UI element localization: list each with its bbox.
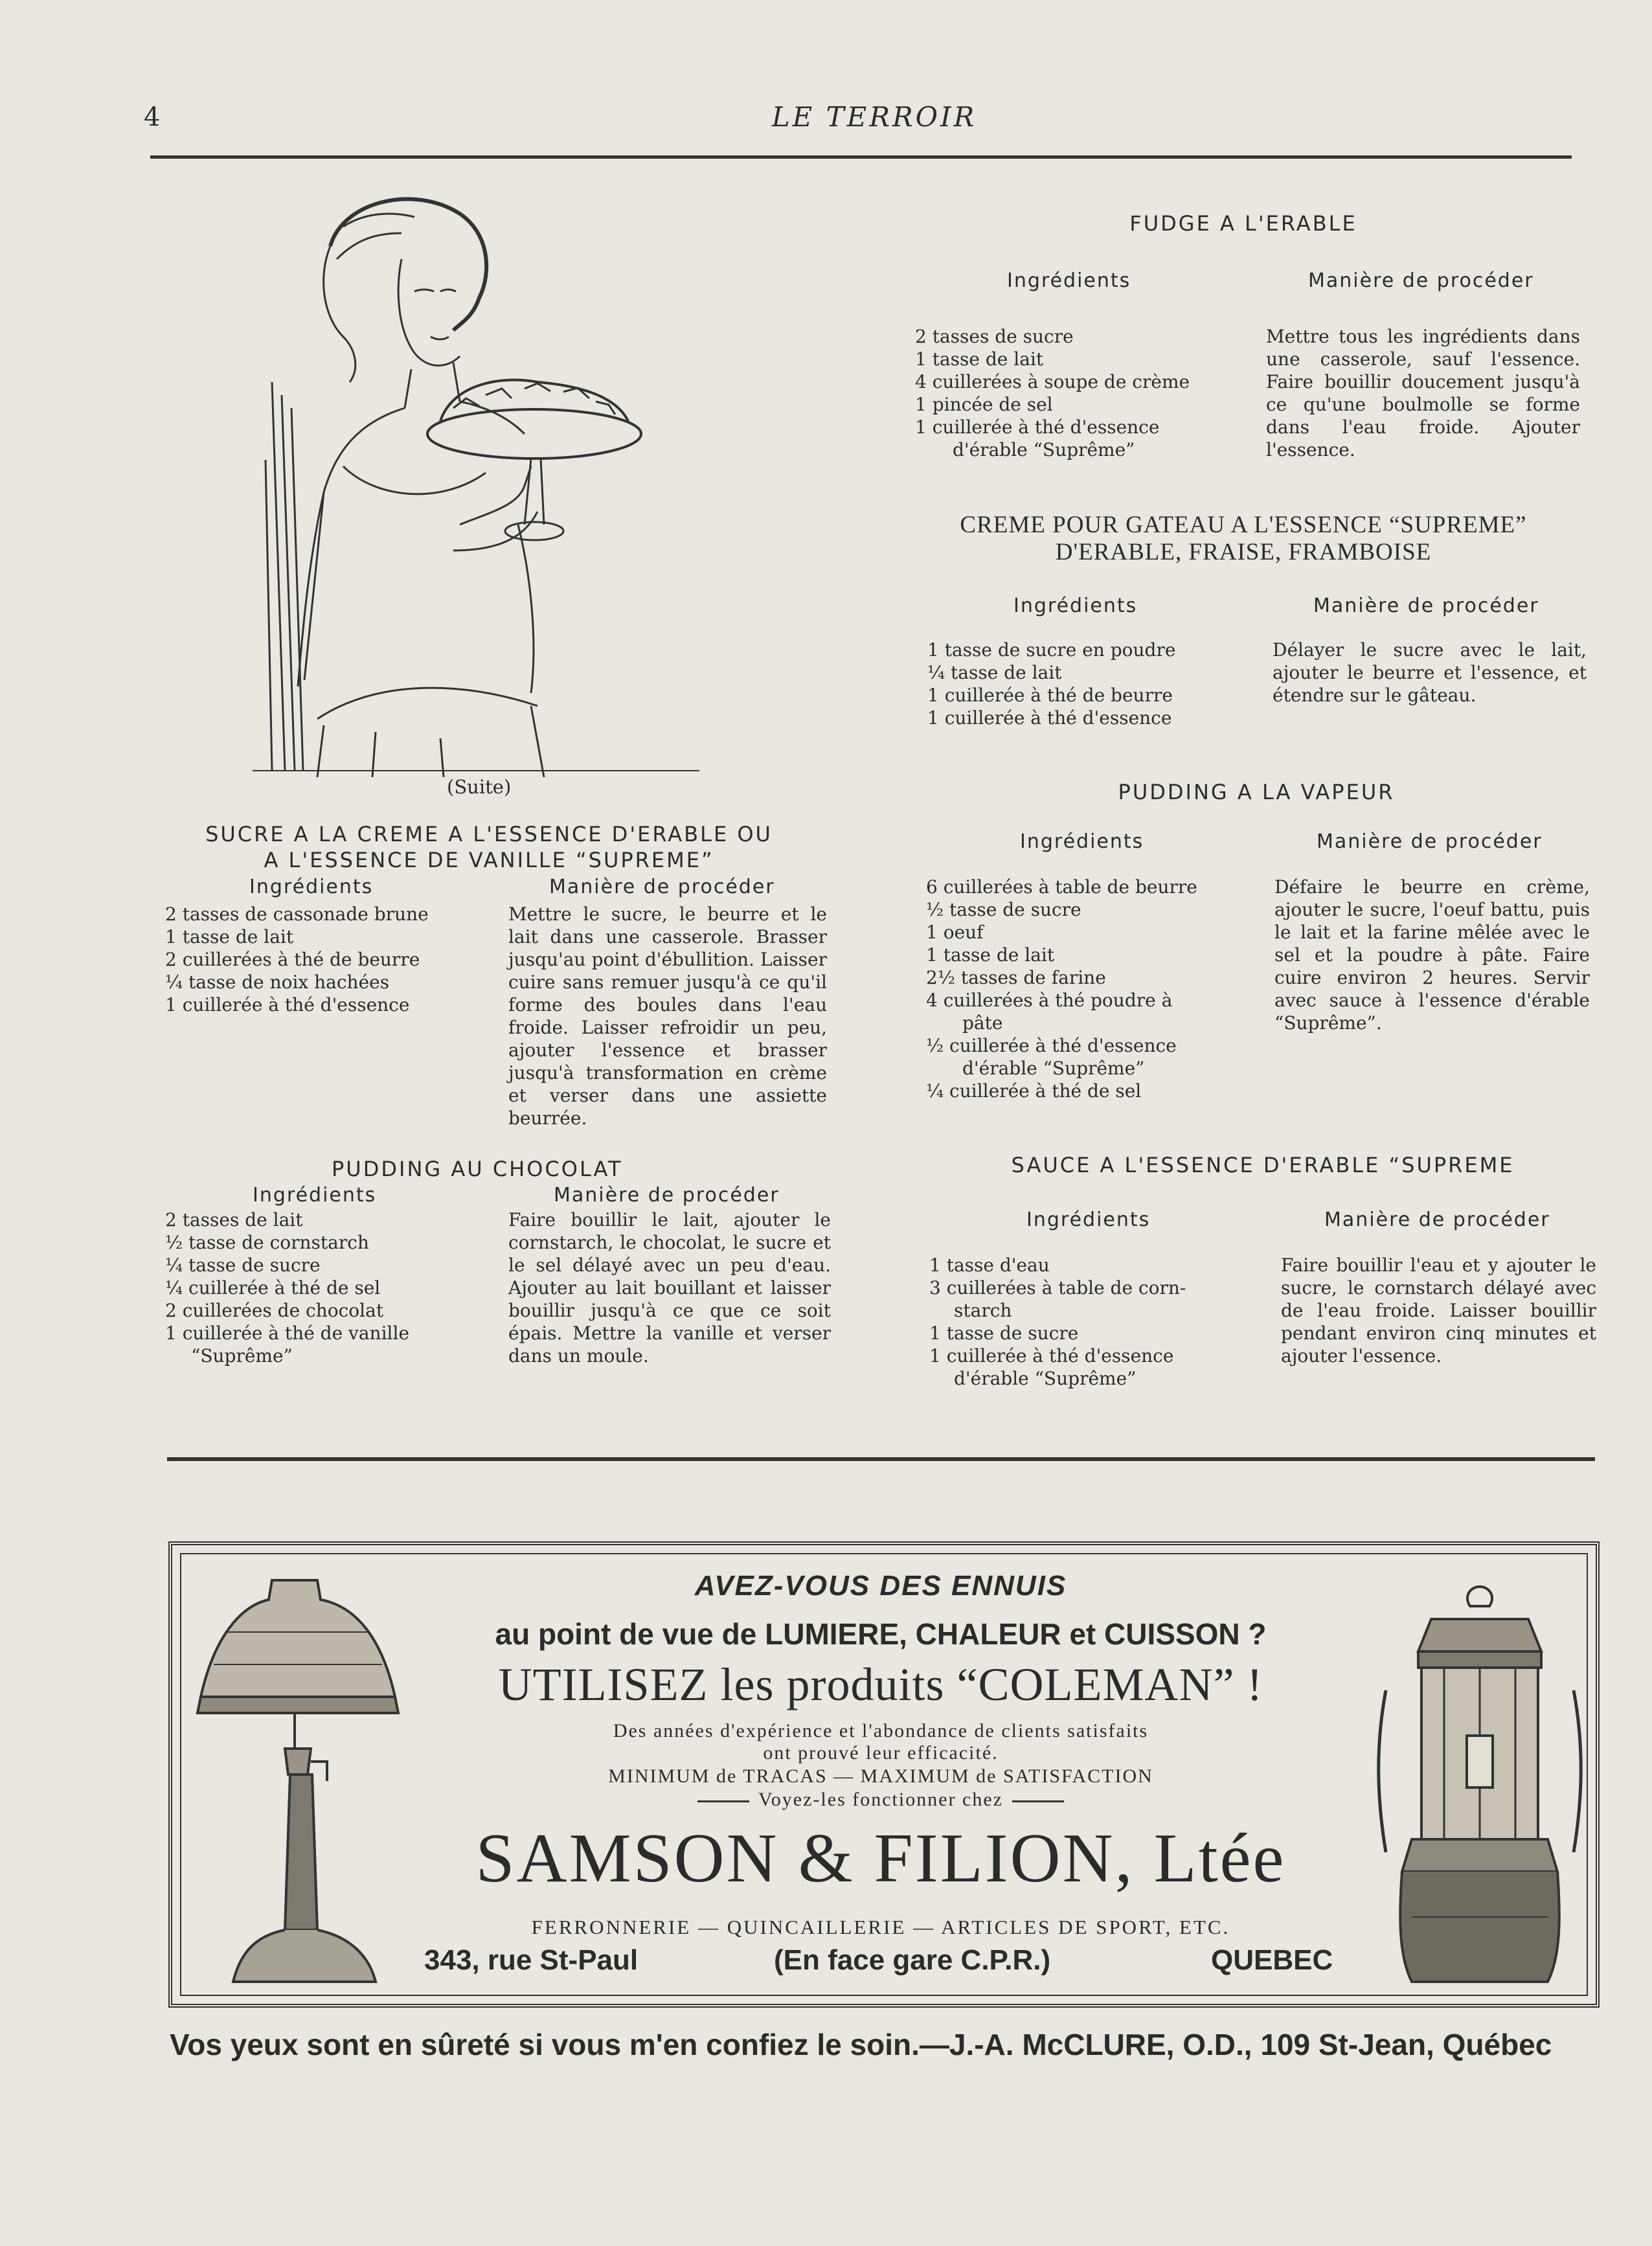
- woman-illustration: [246, 188, 719, 777]
- sauce-ingredient: 1 cuillerée à thé d'essence: [929, 1345, 1174, 1367]
- ad-company-name: SAMSON & FILION, Ltée: [475, 1820, 1286, 1897]
- sauce-ingredient: 1 tasse d'eau: [929, 1254, 1050, 1276]
- fudge-ingredient: d'érable “Suprême”: [953, 439, 1135, 460]
- sauce-ingredient: starch: [954, 1300, 1012, 1321]
- creme-title-line2: D'ERABLE, FRAISE, FRAMBOISE: [1055, 539, 1432, 565]
- creme-method: Délayer le sucre avec le lait, ajouter le beurre et l'essence, et étendre sur le gâteau.: [1273, 639, 1587, 706]
- vapeur-ingredient: 2½ tasses de farine: [926, 967, 1106, 988]
- vapeur-method: Défaire le beurre en crème, ajouter le sucre, l'oeuf battu, puis le lait et la farine mêlée avec le sel et la poudre à pâte. Faire cuire environ 2 heures. Servir avec sauce à l'essence d'érable “Suprême”.: [1274, 876, 1590, 1034]
- vapeur-title: PUDDING A LA VAPEUR: [1118, 780, 1395, 804]
- vapeur-ingredient: ½ cuillerée à thé d'essence: [926, 1035, 1177, 1056]
- sucre-ingredient: 2 tasses de cassonade brune: [165, 903, 429, 925]
- chocolat-ingredient: 2 tasses de lait: [165, 1209, 303, 1231]
- running-title: LE TERROIR: [771, 101, 977, 133]
- ad-text-experience: Des années d'expérience et l'abondance de clients satisfaits: [613, 1720, 1149, 1741]
- fudge-ingredient: 2 tasses de sucre: [915, 326, 1074, 347]
- chocolat-ingredients-heading: Ingrédients: [253, 1184, 377, 1207]
- sauce-ingredients-heading: Ingrédients: [1026, 1208, 1151, 1231]
- creme-ingredient: ¼ tasse de lait: [927, 662, 1062, 683]
- fudge-method-heading: Manière de procéder: [1308, 269, 1534, 292]
- sucre-ingredient: 1 cuillerée à thé d'essence: [165, 994, 410, 1015]
- ad-address: 343, rue St-Paul: [424, 1944, 639, 1976]
- vapeur-ingredients: [926, 876, 1250, 1102]
- sauce-method: Faire bouillir l'eau et y ajouter le sucre, le cornstarch délayé avec de l'eau froide. Laisser bouillir pendant environ cinq minutes et ajouter l'essence.: [1281, 1254, 1596, 1367]
- sucre-ingredient: ¼ tasse de noix hachées: [165, 971, 390, 993]
- lantern-icon: [1373, 1580, 1587, 1995]
- lamp-illustration: [188, 1567, 421, 1988]
- vapeur-ingredient: ½ tasse de sucre: [926, 899, 1081, 920]
- suite-label: (Suite): [447, 776, 512, 798]
- woman-serving-fudge-illustration-icon: [246, 188, 719, 777]
- fudge-method: Mettre tous les ingrédients dans une casserole, sauf l'essence. Faire bouillir doucement jusqu'à ce qu'une boulmolle se forme dans l'eau froide. Ajouter l'essence.: [1266, 326, 1580, 460]
- creme-ingredient: 1 tasse de sucre en poudre: [927, 639, 1176, 661]
- creme-method-heading: Manière de procéder: [1313, 595, 1539, 617]
- sucre-method: Mettre le sucre, le beurre et le lait dans une casserole. Brasser jusqu'au point d'ébullition. Laisser cuire sans remuer jusqu'à ce qu'il forme des boules dans l'eau froide. Laisser refroidir un peu, ajouter l'essence et brasser jusqu'à transformation en crème et verser dans une assiette beurrée.: [508, 903, 827, 1129]
- ad-headline: AVEZ-VOUS DES ENNUIS: [694, 1570, 1067, 1602]
- ad-text-voyez: [414, 1789, 1347, 1811]
- lantern-illustration: [1373, 1580, 1587, 1995]
- sauce-ingredients: [929, 1254, 1253, 1390]
- ad-text-tracas: MINIMUM de TRACAS — MAXIMUM de SATISFACTION: [608, 1765, 1153, 1787]
- fudge-ingredients: [915, 325, 1239, 461]
- sucre-title-line2: A L'ESSENCE DE VANILLE “SUPREME”: [264, 848, 714, 872]
- ad-city: QUEBEC: [1211, 1944, 1333, 1976]
- vapeur-ingredient: d'érable “Suprême”: [962, 1058, 1145, 1079]
- vapeur-ingredient: 6 cuillerées à table de beurre: [926, 876, 1197, 898]
- sauce-method-heading: Manière de procéder: [1324, 1208, 1550, 1231]
- creme-ingredients: [927, 639, 1238, 729]
- sucre-title-line1: SUCRE A LA CREME A L'ESSENCE D'ERABLE OU: [205, 822, 773, 846]
- page-number: 4: [144, 102, 161, 132]
- chocolat-ingredient: “Suprême”: [191, 1345, 293, 1367]
- sucre-ingredient: 1 tasse de lait: [165, 926, 294, 947]
- sucre-title: [155, 821, 822, 873]
- fudge-ingredient: 1 cuillerée à thé d'essence: [915, 416, 1160, 438]
- fudge-ingredients-heading: Ingrédients: [1007, 269, 1131, 292]
- chocolat-method: Faire bouillir le lait, ajouter le cornstarch, le chocolat, le sucre et le sel délayé avec un peu d'eau. Ajouter au lait bouillant et laisser bouillir jusqu'à ce que ce soit épais. Mettre la vanille et verser dans un moule.: [508, 1209, 831, 1367]
- sucre-ingredients: [165, 903, 489, 1016]
- fudge-title: FUDGE A L'ERABLE: [1129, 211, 1357, 236]
- chocolat-method-heading: Manière de procéder: [554, 1184, 780, 1207]
- chocolat-title: PUDDING AU CHOCOLAT: [332, 1157, 623, 1181]
- sucre-method-heading: Manière de procéder: [549, 876, 775, 898]
- sucre-ingredients-heading: Ingrédients: [249, 876, 374, 898]
- chocolat-ingredient: 1 cuillerée à thé de vanille: [165, 1322, 410, 1344]
- ad-trades: FERRONNERIE — QUINCAILLERIE — ARTICLES DE SPORT, ETC.: [531, 1916, 1230, 1938]
- chocolat-ingredient: ¼ tasse de sucre: [165, 1254, 321, 1276]
- vapeur-ingredients-heading: Ingrédients: [1020, 830, 1144, 853]
- fudge-ingredient: 1 pincée de sel: [915, 394, 1053, 415]
- chocolat-ingredient: ½ tasse de cornstarch: [165, 1232, 369, 1253]
- sauce-ingredient: 1 tasse de sucre: [929, 1322, 1079, 1344]
- vapeur-ingredient: 1 oeuf: [926, 922, 984, 943]
- vapeur-ingredient: ¼ cuillerée à thé de sel: [926, 1080, 1142, 1102]
- fudge-ingredient: 1 tasse de lait: [915, 348, 1044, 370]
- section-rule: [167, 1457, 1595, 1461]
- table-lamp-icon: [188, 1567, 421, 1988]
- sauce-ingredient: 3 cuillerées à table de corn-: [929, 1277, 1186, 1299]
- creme-ingredients-heading: Ingrédients: [1013, 595, 1138, 617]
- creme-title-line1: CREME POUR GATEAU A L'ESSENCE “SUPREME”: [960, 512, 1527, 538]
- chocolat-ingredient: ¼ cuillerée à thé de sel: [165, 1277, 381, 1299]
- chocolat-ingredient: 2 cuillerées de chocolat: [165, 1300, 384, 1321]
- ad-dash-right: [1012, 1800, 1064, 1802]
- ad-coleman: UTILISEZ les produits “COLEMAN” !: [498, 1659, 1263, 1710]
- fudge-ingredient: 4 cuillerées à soupe de crème: [915, 371, 1190, 392]
- creme-title: [907, 512, 1580, 566]
- vapeur-ingredient: pâte: [962, 1012, 1003, 1034]
- ad-voyez-label: Voyez-les fonctionner chez: [758, 1789, 1003, 1810]
- footer-advert: Vos yeux sont en sûreté si vous m'en confiez le soin.—J.-A. McCLURE, O.D., 109 St-Jean, Québec: [170, 2028, 1552, 2061]
- ad-dash-left: [697, 1800, 749, 1802]
- creme-ingredient: 1 cuillerée à thé d'essence: [927, 707, 1172, 729]
- vapeur-method-heading: Manière de procéder: [1317, 830, 1543, 853]
- ad-subheadline: au point de vue de LUMIERE, CHALEUR et CUISSON ?: [495, 1617, 1267, 1651]
- sucre-ingredient: 2 cuillerées à thé de beurre: [165, 949, 420, 970]
- header-rule: [150, 155, 1572, 159]
- sauce-ingredient: d'érable “Suprême”: [954, 1368, 1137, 1389]
- sauce-title: SAUCE A L'ESSENCE D'ERABLE “SUPREME: [1011, 1153, 1515, 1177]
- chocolat-ingredients: [165, 1208, 502, 1367]
- ad-text-efficacite: ont prouvé leur efficacité.: [763, 1742, 999, 1764]
- vapeur-ingredient: 4 cuillerées à thé poudre à: [926, 990, 1173, 1011]
- vapeur-ingredient: 1 tasse de lait: [926, 944, 1055, 966]
- ad-landmark: (En face gare C.P.R.): [774, 1944, 1051, 1976]
- creme-ingredient: 1 cuillerée à thé de beurre: [927, 685, 1173, 706]
